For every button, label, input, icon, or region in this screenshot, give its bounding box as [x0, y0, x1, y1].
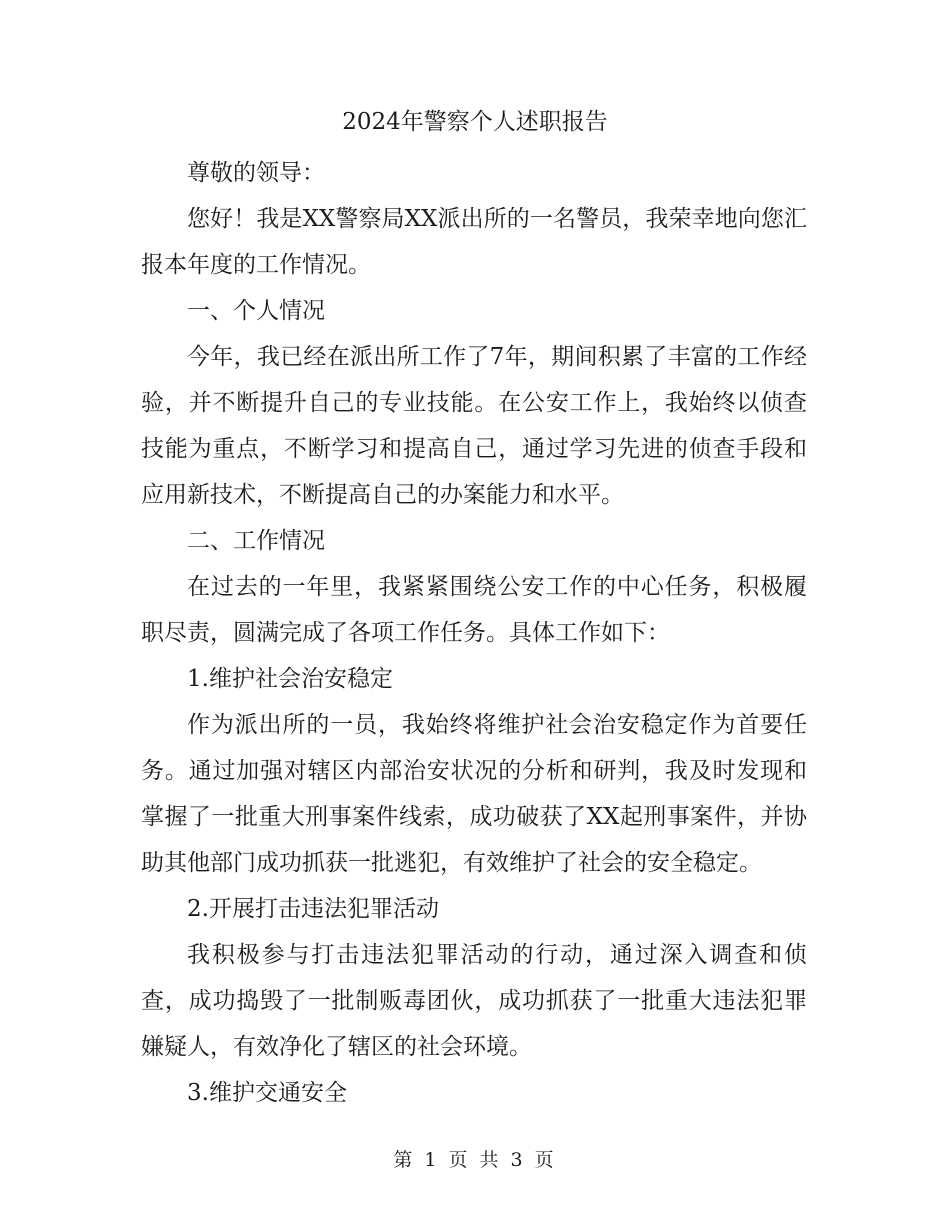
subheading-traffic-safety: 3.维护交通安全 [187, 1080, 347, 1106]
personal-paragraph: 今年，我已经在派出所工作了7年，期间积累了丰富的工作经验，并不断提升自己的专业技能。在公安工作上，我始终以侦查技能为重点，不断学习和提高自己，通过学习先进的侦查手段和应用新技术，不断提高自己的办案能力和水平。 [141, 344, 807, 508]
subheading-crime-fighting: 2.开展打击违法犯罪活动 [187, 896, 439, 922]
greeting-paragraph: 您好！我是XX警察局XX派出所的一名警员，我荣幸地向您汇报本年度的工作情况。 [141, 206, 807, 278]
section-heading-work: 二、工作情况 [187, 528, 325, 554]
salutation: 尊敬的领导： [187, 160, 325, 186]
section-heading-personal: 一、个人情况 [187, 298, 325, 324]
document-body [141, 150, 807, 1116]
document-title: 2024年警察个人述职报告 [342, 109, 608, 135]
crime-fighting-paragraph: 我积极参与打击违法犯罪活动的行动，通过深入调查和侦查，成功捣毁了一批制贩毒团伙，成功抓获了一批重大违法犯罪嫌疑人，有效净化了辖区的社会环境。 [141, 942, 807, 1060]
page-footer: 第 1 页 共 3 页 [393, 1149, 557, 1171]
subheading-public-order: 1.维护社会治安稳定 [187, 666, 393, 692]
public-order-paragraph: 作为派出所的一员，我始终将维护社会治安稳定作为首要任务。通过加强对辖区内部治安状况的分析和研判，我及时发现和掌握了一批重大刑事案件线索，成功破获了XX起刑事案件，并协助其他部门成功抓获一批逃犯，有效维护了社会的安全稳定。 [141, 712, 807, 876]
work-intro-paragraph: 在过去的一年里，我紧紧围绕公安工作的中心任务，积极履职尽责，圆满完成了各项工作任务。具体工作如下： [141, 574, 807, 646]
